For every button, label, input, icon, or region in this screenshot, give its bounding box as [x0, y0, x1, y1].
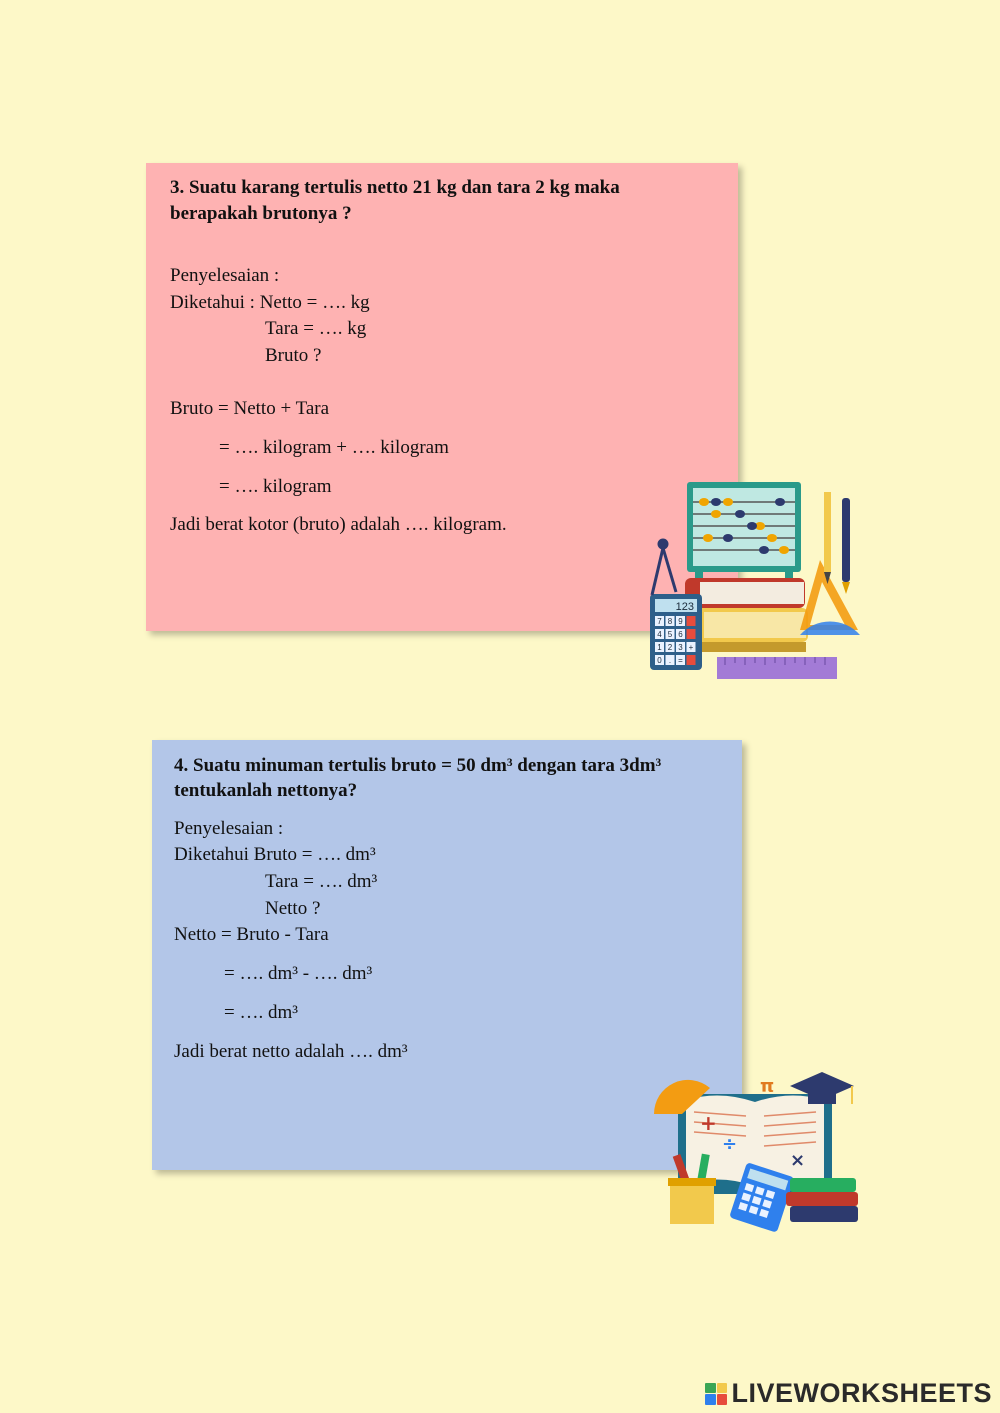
- step-1: = …. dm³ - …. dm³: [224, 963, 373, 984]
- abacus-icon: [687, 482, 801, 582]
- question-text: berapakah brutonya ?: [170, 203, 352, 224]
- calculator-key: [687, 655, 696, 665]
- times-symbol: ×: [790, 1150, 806, 1171]
- solution-label: Penyelesaian :: [174, 818, 284, 839]
- known-tara: Tara = …. kg: [265, 318, 367, 339]
- pencil-icon: [824, 492, 831, 584]
- formula: Bruto = Netto + Tara: [170, 398, 330, 419]
- step-2: = …. dm³: [224, 1002, 298, 1023]
- math-tools-illustration-icon: [630, 470, 880, 690]
- calculator-key-label: 6: [678, 630, 683, 639]
- calculator-key-label: 7: [657, 617, 662, 626]
- calculator-key: [687, 616, 696, 626]
- pi-symbol: π: [760, 1076, 775, 1097]
- known-netto: Netto ?: [265, 898, 321, 919]
- calculator-icon: [650, 594, 702, 670]
- brand-text: LIVEWORKSHEETS: [731, 1378, 992, 1408]
- calculator-key-label: 4: [657, 630, 662, 639]
- compass-icon: [652, 540, 676, 595]
- question-text: 3. Suatu karang tertulis netto 21 kg dan tara 2 kg maka: [170, 177, 620, 198]
- calculator-key-label: +: [688, 643, 694, 652]
- liveworksheets-logo: [705, 1378, 992, 1409]
- calculator-key-label: 2: [667, 643, 673, 652]
- calculator-key-label: .: [668, 656, 672, 665]
- solution-label: Penyelesaian :: [170, 265, 280, 286]
- calculator-display: 123: [675, 601, 694, 613]
- conclusion: Jadi berat netto adalah …. dm³: [174, 1041, 408, 1062]
- calculator-key-label: 0: [657, 656, 662, 665]
- calculator-key-label: 1: [657, 643, 662, 652]
- known-bruto: Diketahui Bruto = …. dm³: [174, 844, 376, 865]
- book-stack-icon: [786, 1178, 858, 1222]
- calculator-key-label: 5: [667, 630, 673, 639]
- calculator-key-label: 9: [678, 617, 683, 626]
- education-illustration-icon: [640, 1050, 880, 1240]
- question-text: 4. Suatu minuman tertulis bruto = 50 dm³ dengan tara 3dm³: [174, 755, 662, 776]
- step-2: = …. kilogram: [219, 476, 332, 497]
- step-1: = …. kilogram + …. kilogram: [219, 437, 449, 458]
- formula: Netto = Bruto - Tara: [174, 924, 329, 945]
- calculator-key-label: 3: [678, 643, 683, 652]
- calculator-key-label: 8: [667, 617, 673, 626]
- known-bruto: Bruto ?: [265, 345, 322, 366]
- calculator-key-label: =: [678, 656, 683, 665]
- conclusion: Jadi berat kotor (bruto) adalah …. kilogram.: [170, 514, 507, 535]
- ruler-icon: [717, 657, 837, 679]
- liveworksheets-badge-icon: [705, 1383, 727, 1405]
- question-text: tentukanlah nettonya?: [174, 780, 358, 801]
- known-netto: Diketahui : Netto = …. kg: [170, 292, 370, 313]
- known-tara: Tara = …. dm³: [265, 871, 378, 892]
- divide-symbol: ÷: [722, 1134, 738, 1155]
- book-stack-icon: [685, 578, 808, 652]
- calculator-key: [687, 629, 696, 639]
- plus-symbol: +: [700, 1111, 717, 1135]
- pen-icon: [842, 498, 850, 594]
